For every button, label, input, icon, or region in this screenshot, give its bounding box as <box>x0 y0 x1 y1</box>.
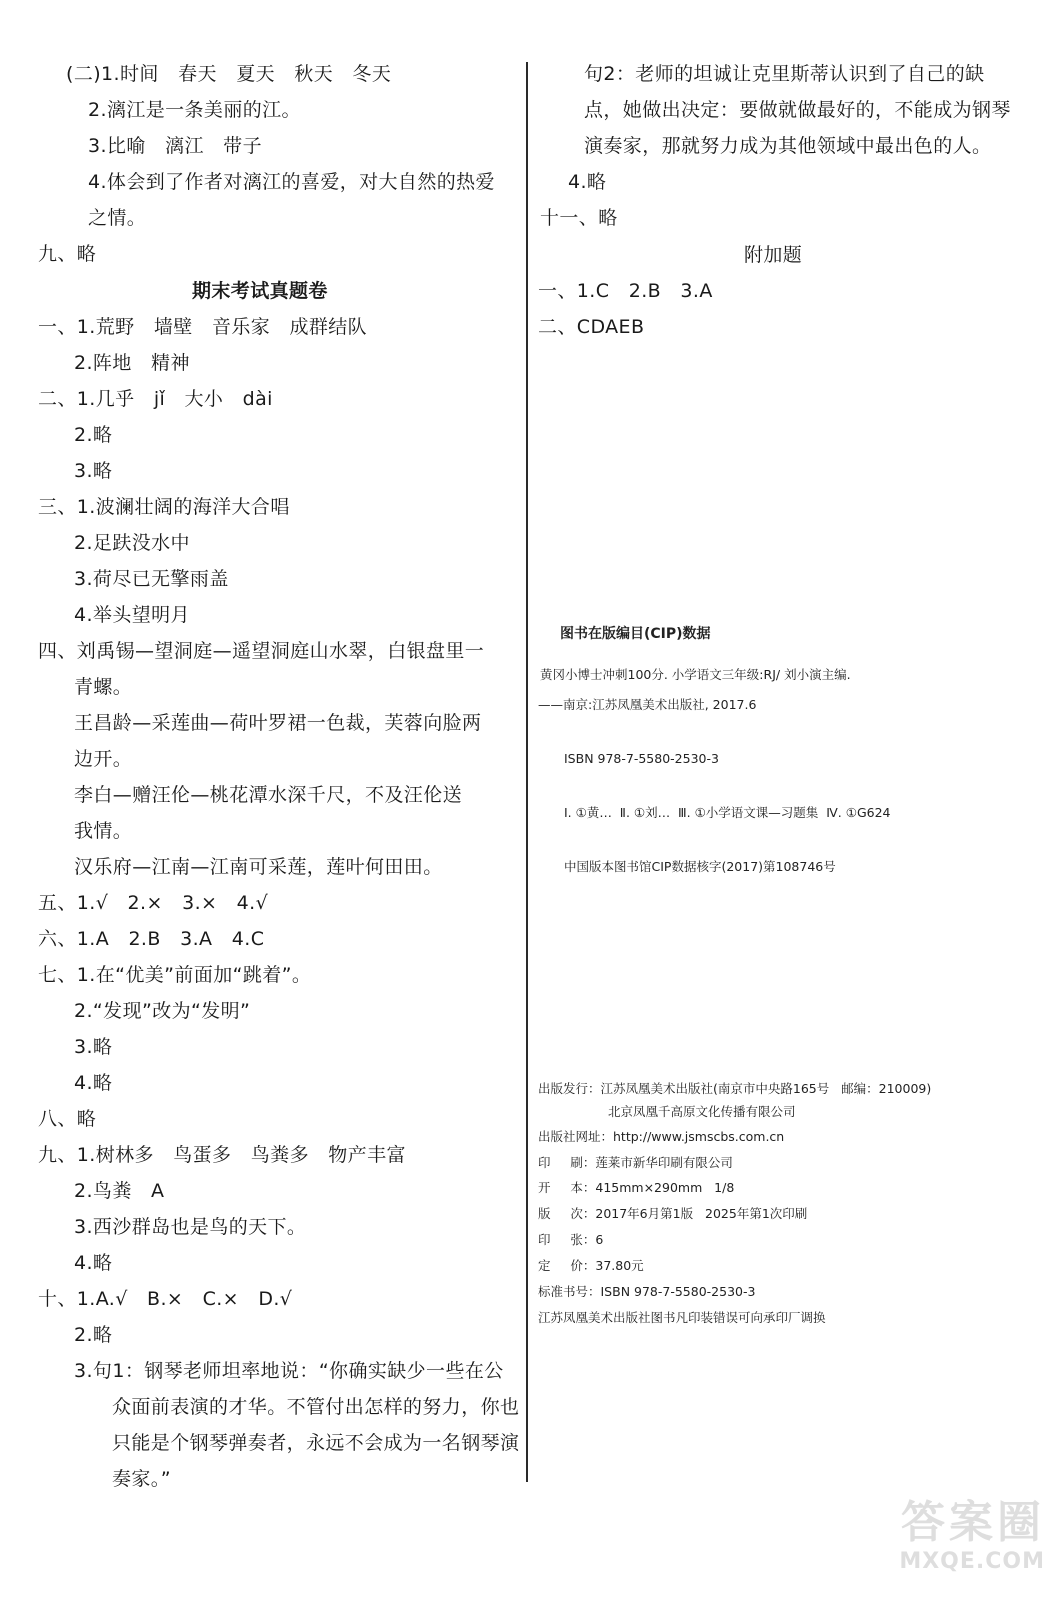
answer-line: 4.略 <box>74 1072 113 1094</box>
answer-line: 边开。 <box>74 748 133 770</box>
answer-line: 一、1.C 2.B 3.A <box>538 280 713 302</box>
cip-title: 图书在版编目(CIP)数据 <box>560 626 711 642</box>
answer-line: 2.“发现”改为“发明” <box>74 1000 251 1022</box>
answer-line: 二、1.几乎 jǐ 大小 dài <box>38 388 273 410</box>
answer-line: 2.阵地 精神 <box>74 352 190 374</box>
publisher-line: 版 次：2017年6月第1版 2025年第1次印刷 <box>538 1206 808 1221</box>
publisher-line: 江苏凤凰美术出版社图书凡印装错误可向承印厂调换 <box>538 1310 826 1325</box>
cip-isbn: ISBN 978-7-5580-2530-3 <box>564 751 719 766</box>
answer-line: 十一、略 <box>540 207 618 229</box>
answer-line: 3.西沙群岛也是鸟的天下。 <box>74 1216 307 1238</box>
publisher-line: 印 张：6 <box>538 1232 604 1247</box>
answer-line: 青螺。 <box>74 676 133 698</box>
watermark-url: MXQE.COM <box>899 1549 1045 1574</box>
answer-line: 3.荷尽已无擎雨盖 <box>74 568 229 590</box>
answer-line: 奏家。” <box>112 1468 171 1490</box>
answer-line: 五、1.√ 2.× 3.× 4.√ <box>38 892 269 914</box>
answer-line: 九、1.树林多 鸟蛋多 鸟粪多 物产丰富 <box>38 1144 406 1166</box>
price-line: 定 价：37.80元 <box>538 1258 644 1273</box>
answer-line: 三、1.波澜壮阔的海洋大合唱 <box>38 496 290 518</box>
answer-line: 九、略 <box>38 243 97 265</box>
answer-line: 4.略 <box>74 1252 113 1274</box>
answer-line: 2.略 <box>74 424 113 446</box>
answer-line: 只能是个钢琴弹奏者，永远不会成为一名钢琴演 <box>112 1432 520 1454</box>
answer-line: 4.举头望明月 <box>74 604 190 626</box>
answer-line: 众面前表演的才华。不管付出怎样的努力，你也 <box>112 1396 520 1418</box>
answer-line: 八、略 <box>38 1108 97 1130</box>
answer-line: 一、1.荒野 墙壁 音乐家 成群结队 <box>38 316 368 338</box>
watermark-text: 答案圈 <box>901 1497 1045 1548</box>
cip-line: 中国版本图书馆CIP数据核字(2017)第108746号 <box>564 859 836 874</box>
answer-line: 4.体会到了作者对漓江的喜爱，对大自然的热爱 <box>88 171 495 193</box>
answer-line: 汉乐府—江南—江南可采莲，莲叶何田田。 <box>74 856 443 878</box>
watermark-logo <box>845 1498 1045 1590</box>
answer-line: 王昌龄—采莲曲—荷叶罗裙一色裁，芙蓉向脸两 <box>74 712 482 734</box>
answer-line: 2.鸟粪 A <box>74 1180 165 1202</box>
answer-line: 3.略 <box>74 460 113 482</box>
answer-line: 2.略 <box>74 1324 113 1346</box>
right-column <box>528 0 1057 1600</box>
answer-line: 七、1.在“优美”前面加“跳着”。 <box>38 964 312 986</box>
answer-line: 3.句1：钢琴老师坦率地说：“你确实缺少一些在公 <box>74 1360 504 1382</box>
answer-line: 3.略 <box>74 1036 113 1058</box>
cip-line: ——南京:江苏凤凰美术出版社, 2017.6 <box>538 697 757 712</box>
answer-line: (二)1.时间 春天 夏天 秋天 冬天 <box>66 63 392 85</box>
answer-line: 我情。 <box>74 820 133 842</box>
answer-line: 之情。 <box>88 207 147 229</box>
section-title: 附加题 <box>744 244 803 266</box>
publisher-line: 开 本：415mm×290mm 1/8 <box>538 1180 735 1195</box>
answer-line: 3.比喻 漓江 带子 <box>88 135 262 157</box>
answer-line: 点，她做出决定：要做就做最好的，不能成为钢琴 <box>584 99 1011 121</box>
answer-line: 李白—赠汪伦—桃花潭水深千尺，不及汪伦送 <box>74 784 463 806</box>
answer-line: 二、CDAEB <box>538 316 645 338</box>
answer-line: 2.漓江是一条美丽的江。 <box>88 99 301 121</box>
answer-line: 2.足趺没水中 <box>74 532 190 554</box>
answer-line: 四、刘禹锡—望洞庭—遥望洞庭山水翠，白银盘里一 <box>38 640 485 662</box>
answer-line: 演奏家，那就努力成为其他领域中最出色的人。 <box>584 135 992 157</box>
cip-line: 黄冈小博士冲刺100分. 小学语文三年级:RJ/ 刘小演主编. <box>540 667 851 682</box>
answer-line: 六、1.A 2.B 3.A 4.C <box>38 928 265 950</box>
section-title: 期末考试真题卷 <box>192 280 328 302</box>
answer-line: 4.略 <box>568 171 607 193</box>
publisher-line: 北京凤凰千高原文化传播有限公司 <box>608 1104 796 1119</box>
publisher-website: 出版社网址：http://www.jsmscbs.com.cn <box>538 1129 785 1144</box>
publisher-line: 出版发行：江苏凤凰美术出版社(南京市中央路165号 邮编：210009) <box>538 1081 932 1096</box>
isbn-line: 标准书号：ISBN 978-7-5580-2530-3 <box>538 1284 756 1299</box>
left-column <box>0 0 525 1600</box>
answer-line: 十、1.A.√ B.× C.× D.√ <box>38 1288 293 1310</box>
publisher-line: 印 刷：莲莱市新华印刷有限公司 <box>538 1155 733 1170</box>
cip-line: Ⅰ. ①黄… Ⅱ. ①刘… Ⅲ. ①小学语文课—习题集 Ⅳ. ①G624 <box>564 805 891 820</box>
answer-line: 句2：老师的坦诚让克里斯蒂认识到了自己的缺 <box>584 63 985 85</box>
